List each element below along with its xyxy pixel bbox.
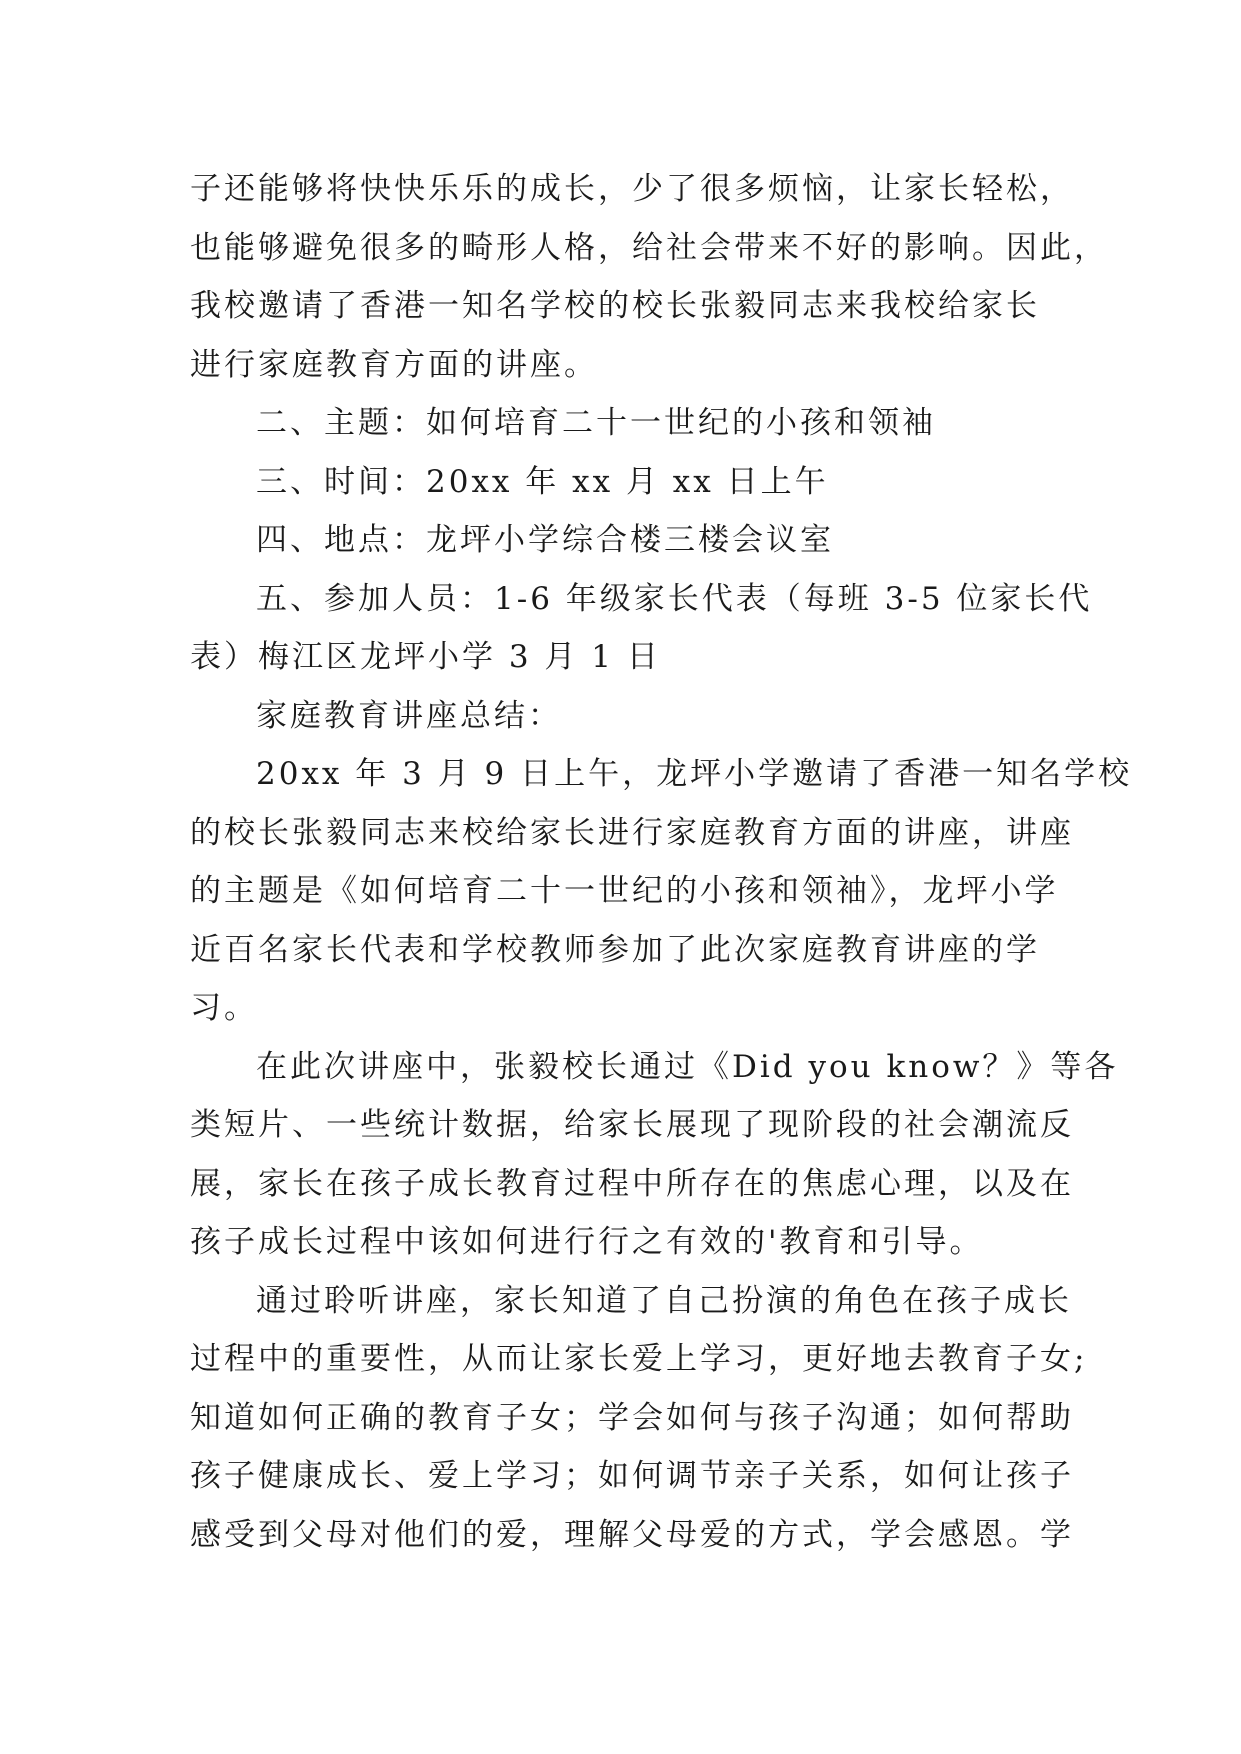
text-line: 四、地点：龙坪小学综合楼三楼会议室 xyxy=(256,522,834,558)
text-line: 也能够避免很多的畸形人格，给社会带来不好的影响。因此， xyxy=(190,229,1108,266)
text-line: 表）梅江区龙坪小学 3 月 1 日 xyxy=(190,639,661,675)
document-body xyxy=(190,160,1133,1564)
text-line: 进行家庭教育方面的讲座。 xyxy=(190,346,598,383)
text-line: 孩子成长过程中该如何进行行之有效的'教育和引导。 xyxy=(190,1224,984,1260)
text-line: 五、参加人员：1-6 年级家长代表（每班 3-5 位家长代 xyxy=(256,580,1093,617)
text-line: 家庭教育讲座总结： xyxy=(256,697,562,734)
text-line: 20xx 年 3 月 9 日上午，龙坪小学邀请了香港一知名学校 xyxy=(256,756,1133,792)
text-line: 知道如何正确的教育子女；学会如何与孩子沟通；如何帮助 xyxy=(190,1399,1074,1436)
text-line: 子还能够将快快乐乐的成长，少了很多烦恼，让家长轻松， xyxy=(190,171,1074,207)
text-line: 的校长张毅同志来校给家长进行家庭教育方面的讲座，讲座 xyxy=(190,814,1074,851)
text-line: 在此次讲座中，张毅校长通过《Did you know？》等各 xyxy=(256,1048,1119,1085)
text-line: 孩子健康成长、爱上学习；如何调节亲子关系，如何让孩子 xyxy=(190,1458,1074,1494)
text-line: 二、主题：如何培育二十一世纪的小孩和领袖 xyxy=(256,405,936,441)
text-line: 展，家长在孩子成长教育过程中所存在的焦虑心理，以及在 xyxy=(190,1165,1074,1202)
text-line: 近百名家长代表和学校教师参加了此次家庭教育讲座的学 xyxy=(190,931,1040,968)
text-line: 类短片、一些统计数据，给家长展现了现阶段的社会潮流反 xyxy=(190,1107,1074,1143)
text-line: 三、时间：20xx 年 xx 月 xx 日上午 xyxy=(256,463,829,500)
text-line: 过程中的重要性，从而让家长爱上学习，更好地去教育子女; xyxy=(190,1341,1088,1377)
text-line: 我校邀请了香港一知名学校的校长张毅同志来我校给家长 xyxy=(190,288,1040,324)
text-line: 感受到父母对他们的爱，理解父母爱的方式，学会感恩。学 xyxy=(190,1516,1074,1553)
text-line: 通过聆听讲座，家长知道了自己扮演的角色在孩子成长 xyxy=(256,1282,1072,1319)
text-line: 的主题是《如何培育二十一世纪的小孩和领袖》，龙坪小学 xyxy=(190,873,1059,909)
text-line: 习。 xyxy=(190,990,258,1026)
